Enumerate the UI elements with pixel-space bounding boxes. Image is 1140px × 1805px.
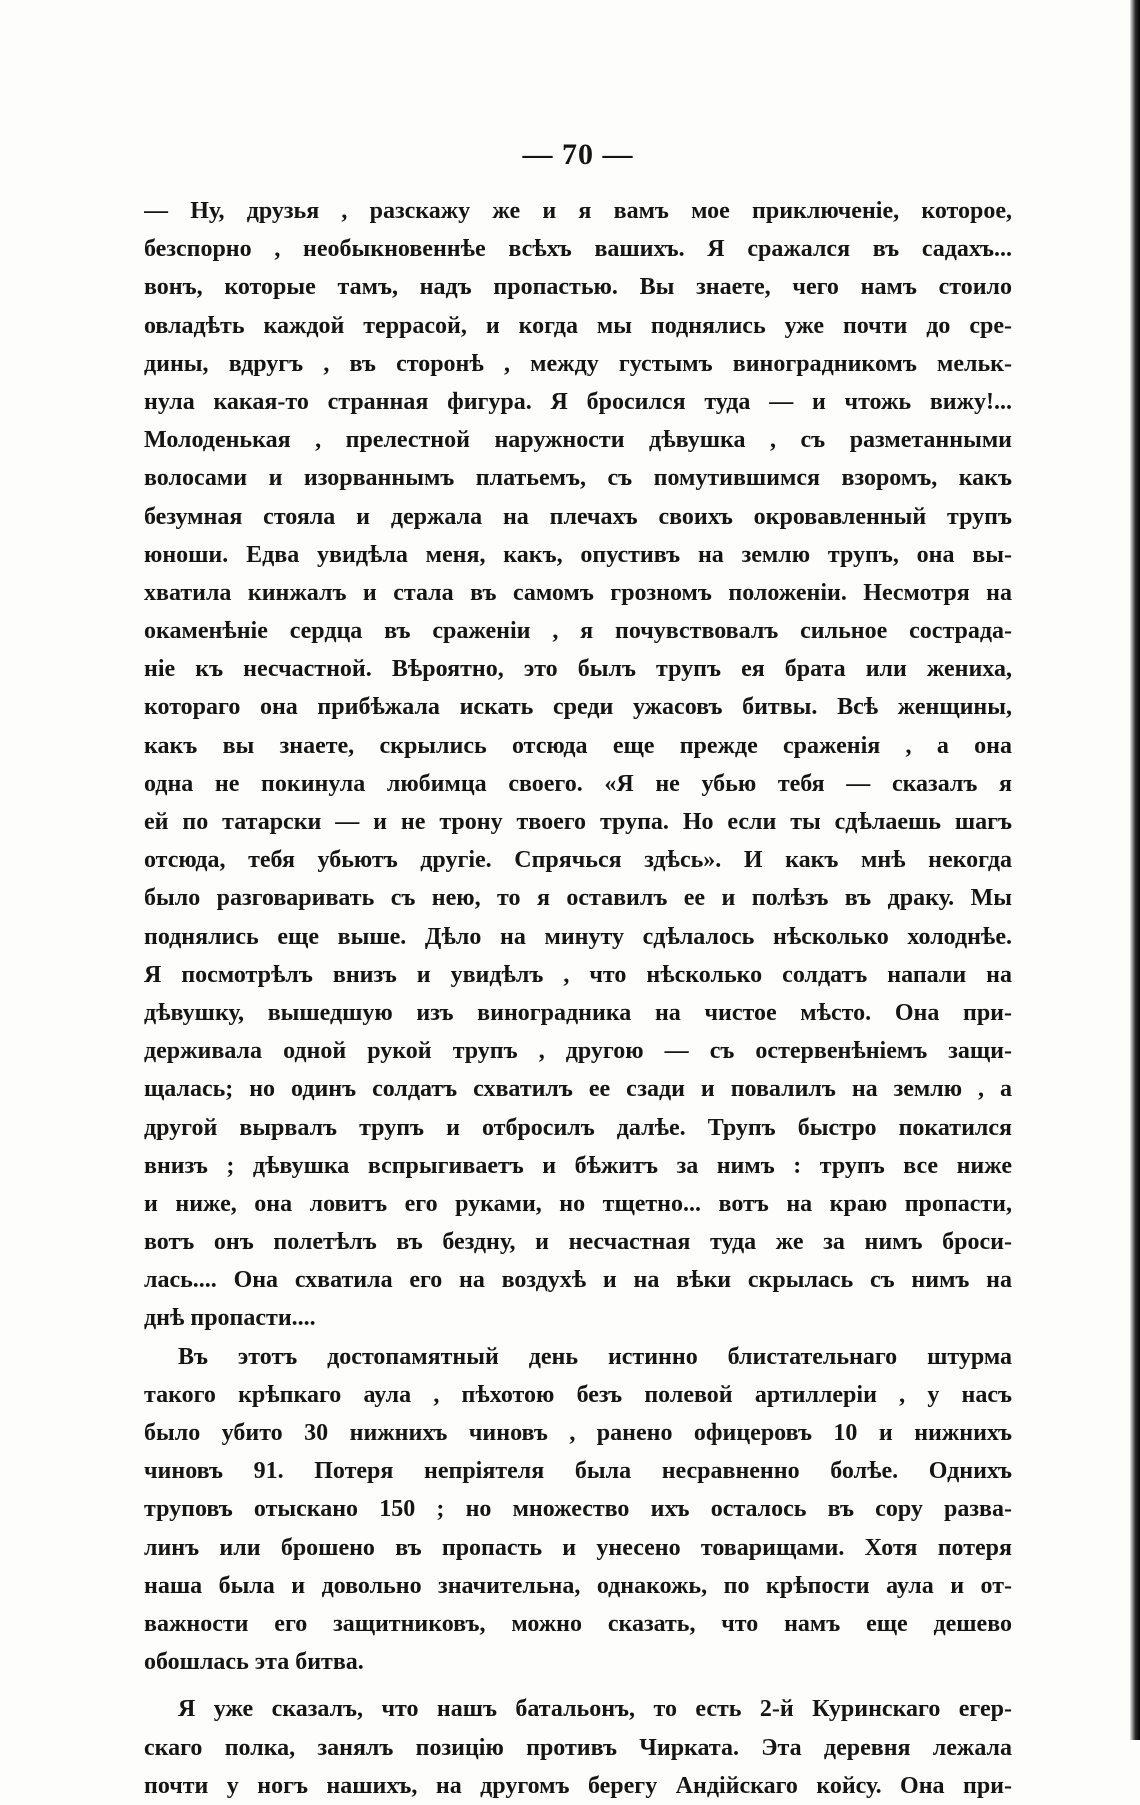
- text-line: и ниже, она ловитъ его руками, но тщетно... вотъ на краю пропасти,: [144, 1190, 1012, 1217]
- text-line: поднялись еще выше. Дѣло на минуту сдѣлалось нѣсколько холоднѣе.: [144, 923, 1012, 950]
- text-line: вонъ, которые тамъ, надъ пропастью. Вы знаете, чего намъ стоило: [144, 274, 1012, 301]
- text-line: линъ или брошено въ пропасть и унесено товарищами. Хотя потеря: [144, 1534, 1012, 1561]
- text-line: труповъ отыскано 150 ; но множество ихъ осталось въ сору разва-: [144, 1496, 1012, 1523]
- text-line: ей по татарски — и не трону твоего трупа. Но если ты сдѣлаешь шагъ: [144, 809, 1012, 835]
- text-line: ніе къ несчастной. Вѣроятно, это былъ трупъ ея брата или жениха,: [144, 656, 1012, 683]
- text-line: наша была и довольно значительна, однакожь, по крѣпости аула и от-: [144, 1572, 1012, 1599]
- scan-edge: [1130, 0, 1140, 1740]
- text-line: юноши. Едва увидѣла меня, какъ, опустивъ на землю трупъ, она вы-: [144, 541, 1012, 568]
- text-line: было разговаривать съ нею, то я оставилъ ее и полѣзъ въ драку. Мы: [144, 885, 1012, 912]
- text-line: Въ этотъ достопамятный день истинно блистательнаго штурма: [178, 1343, 1012, 1370]
- text-line: отсюда, тебя убьютъ другіе. Спрячься здѣсь». И какъ мнѣ некогда: [144, 847, 1012, 874]
- text-line: Я посмотрѣлъ внизъ и увидѣлъ , что нѣсколько солдатъ напали на: [144, 961, 1012, 988]
- text-line: днѣ пропасти....: [144, 1305, 316, 1332]
- text-line: хватила кинжалъ и стала въ самомъ грозномъ положеніи. Несмотря на: [144, 579, 1012, 606]
- text-line: важности его защитниковъ, можно сказать, что намъ еще дешево: [144, 1610, 1012, 1637]
- text-line: вотъ онъ полетѣлъ въ бездну, и несчастная туда же за нимъ броси-: [144, 1229, 1012, 1256]
- page-number: — 70 —: [522, 138, 634, 171]
- text-line: почти у ногъ нашихъ, на другомъ берегу Андійскаго койсу. Она при-: [144, 1772, 1012, 1799]
- text-line: волосами и изорваннымъ платьемъ, съ помутившимся взоромъ, какъ: [144, 465, 1012, 492]
- text-line: чиновъ 91. Потеря непріятеля была несравненно болѣе. Однихъ: [144, 1458, 1012, 1485]
- text-line: овладѣть каждой террасой, и когда мы поднялись уже почти до сре-: [144, 312, 1012, 339]
- page-body-text: [144, 192, 1012, 1805]
- text-line: окаменѣніе сердца въ сраженіи , я почувствовалъ сильное сострада-: [144, 618, 1012, 645]
- text-line: одна не покинула любимца своего. «Я не убью тебя — сказалъ я: [144, 770, 1012, 797]
- text-line: держивала одной рукой трупъ , другою — съ остервенѣніемъ защи-: [144, 1038, 1012, 1065]
- text-line: щалась; но одинъ солдатъ схватилъ ее сзади и повалилъ на землю , а: [144, 1076, 1012, 1103]
- text-line: дѣвушку, вышедшую изъ виноградника на чистое мѣсто. Она при-: [144, 999, 1012, 1026]
- text-line: дины, вдругъ , въ сторонѣ , между густымъ виноградникомъ мельк-: [144, 350, 1012, 377]
- text-line: внизъ ; дѣвушка вспрыгиваетъ и бѣжитъ за нимъ : трупъ все ниже: [144, 1152, 1012, 1179]
- text-line: скаго полка, занялъ позицію противъ Чирката. Эта деревня лежала: [144, 1734, 1012, 1761]
- text-line: нула какая-то странная фигура. Я бросился туда — и чтожь вижу!...: [144, 388, 1012, 415]
- text-line: Я уже сказалъ, что нашъ батальонъ, то есть 2-й Куринскаго егер-: [178, 1696, 1012, 1723]
- text-line: безспорно , необыкновеннѣе всѣхъ вашихъ. Я сражался въ садахъ...: [144, 236, 1012, 263]
- text-line: — Ну, друзья , разскажу же и я вамъ мое приключеніе, которое,: [144, 198, 1012, 224]
- text-line: Молоденькая , прелестной наружности дѣвушка , съ разметанными: [144, 427, 1012, 454]
- text-line: лась.... Она схватила его на воздухѣ и на вѣки скрылась съ нимъ на: [144, 1267, 1012, 1294]
- text-line: какъ вы знаете, скрылись отсюда еще прежде сраженія , а она: [144, 732, 1012, 759]
- text-line: котораго она прибѣжала искать среди ужасовъ битвы. Всѣ женщины,: [144, 694, 1012, 721]
- text-line: другой вырвалъ трупъ и отбросилъ далѣе. Трупъ быстро покатился: [144, 1114, 1012, 1141]
- text-line: обошлась эта битва.: [144, 1649, 364, 1676]
- text-line: такого крѣпкаго аула , пѣхотою безъ полевой артиллеріи , у насъ: [144, 1381, 1012, 1408]
- book-page: [144, 0, 1012, 1799]
- text-line: было убито 30 нижнихъ чиновъ , ранено офицеровъ 10 и нижнихъ: [144, 1420, 1012, 1446]
- text-line: безумная стояла и держала на плечахъ своихъ окровавленный трупъ: [144, 503, 1012, 530]
